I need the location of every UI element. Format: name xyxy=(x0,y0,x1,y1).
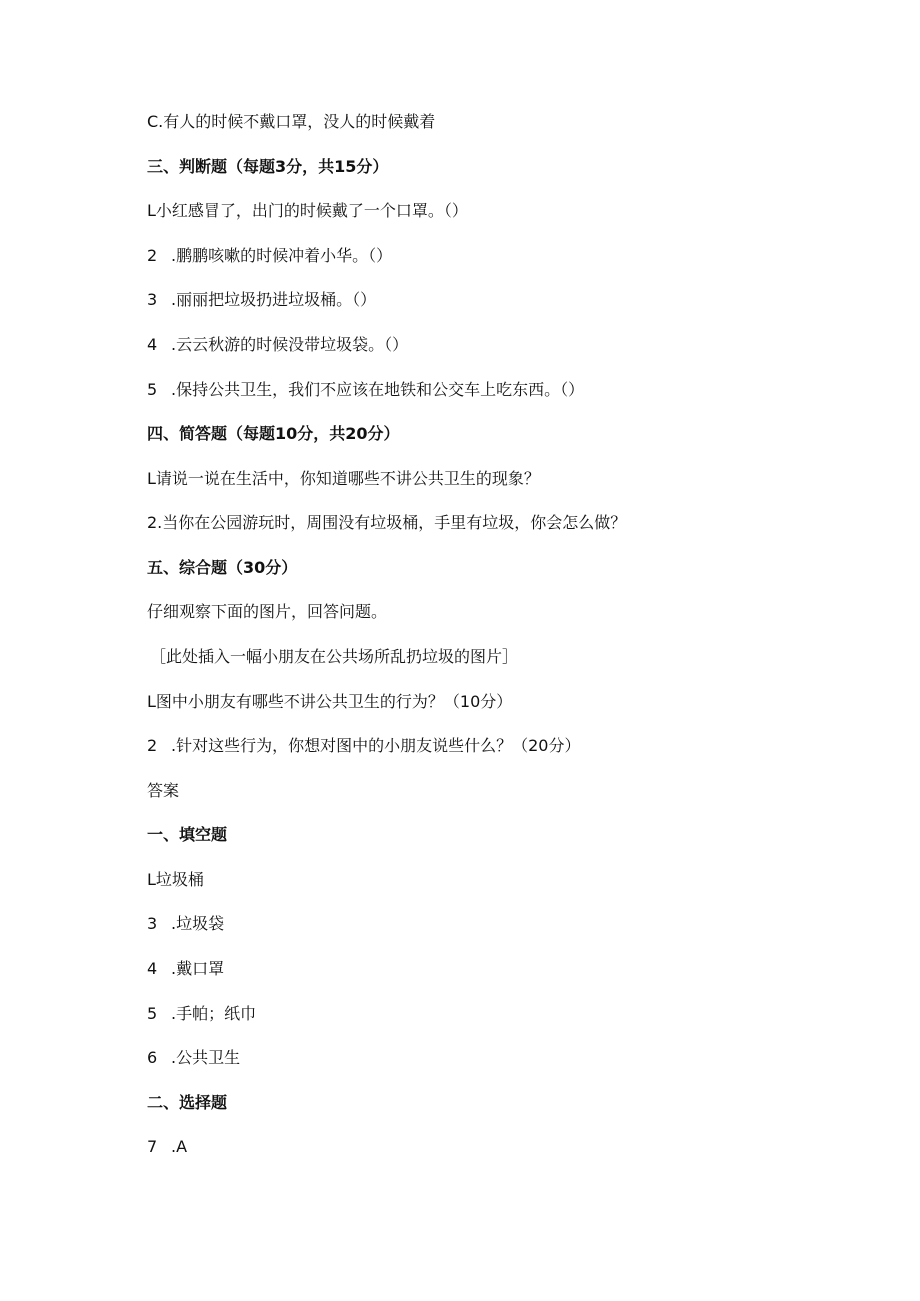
judgment-item-3: 3 .丽丽把垃圾扔进垃圾桶。（） xyxy=(147,290,377,309)
judgment-item-5: 5 .保持公共卫生，我们不应该在地铁和公交车上吃东西。（） xyxy=(147,380,585,399)
answer-item-4: 4 .戴口罩 xyxy=(147,959,225,978)
judgment-item-4: 4 .云云秋游的时候没带垃圾袋。（） xyxy=(147,335,409,354)
answer-item-3: 3 .垃圾袋 xyxy=(147,914,225,933)
comprehensive-instruction: 仔细观察下面的图片，回答问题。 xyxy=(147,602,388,621)
answer-item-7: 7 .A xyxy=(147,1137,188,1156)
answers-heading-choice: 二、选择题 xyxy=(147,1093,228,1112)
section-heading-short-answer: 四、简答题（每题10分，共20分） xyxy=(147,424,400,443)
judgment-item-2: 2 .鹏鹏咳嗽的时候冲着小华。（） xyxy=(147,246,393,265)
section-heading-judgment: 三、判断题（每题3分，共15分） xyxy=(147,157,389,176)
short-answer-item-1: L请说一说在生活中，你知道哪些不讲公共卫生的现象？ xyxy=(147,469,540,488)
image-placeholder-note: ［此处插入一幅小朋友在公共场所乱扔垃圾的图片］ xyxy=(150,647,519,666)
answers-heading-fill-blank: 一、填空题 xyxy=(147,825,228,844)
answer-item-1: L垃圾桶 xyxy=(147,870,204,889)
answers-title: 答案 xyxy=(147,781,180,800)
section-heading-comprehensive: 五、综合题（30分） xyxy=(147,558,298,577)
judgment-item-1: L小红感冒了，出门的时候戴了一个口罩。（） xyxy=(147,201,468,220)
answer-item-5: 5 .手帕；纸巾 xyxy=(147,1004,257,1023)
short-answer-item-2: 2.当你在公园游玩时，周围没有垃圾桶，手里有垃圾，你会怎么做？ xyxy=(147,513,627,532)
comprehensive-item-1: L图中小朋友有哪些不讲公共卫生的行为？（10分） xyxy=(147,692,513,711)
answer-item-6: 6 .公共卫生 xyxy=(147,1048,241,1067)
comprehensive-item-2: 2 .针对这些行为，你想对图中的小朋友说些什么？（20分） xyxy=(147,736,581,755)
option-c-line: C.有人的时候不戴口罩，没人的时候戴着 xyxy=(147,112,436,131)
